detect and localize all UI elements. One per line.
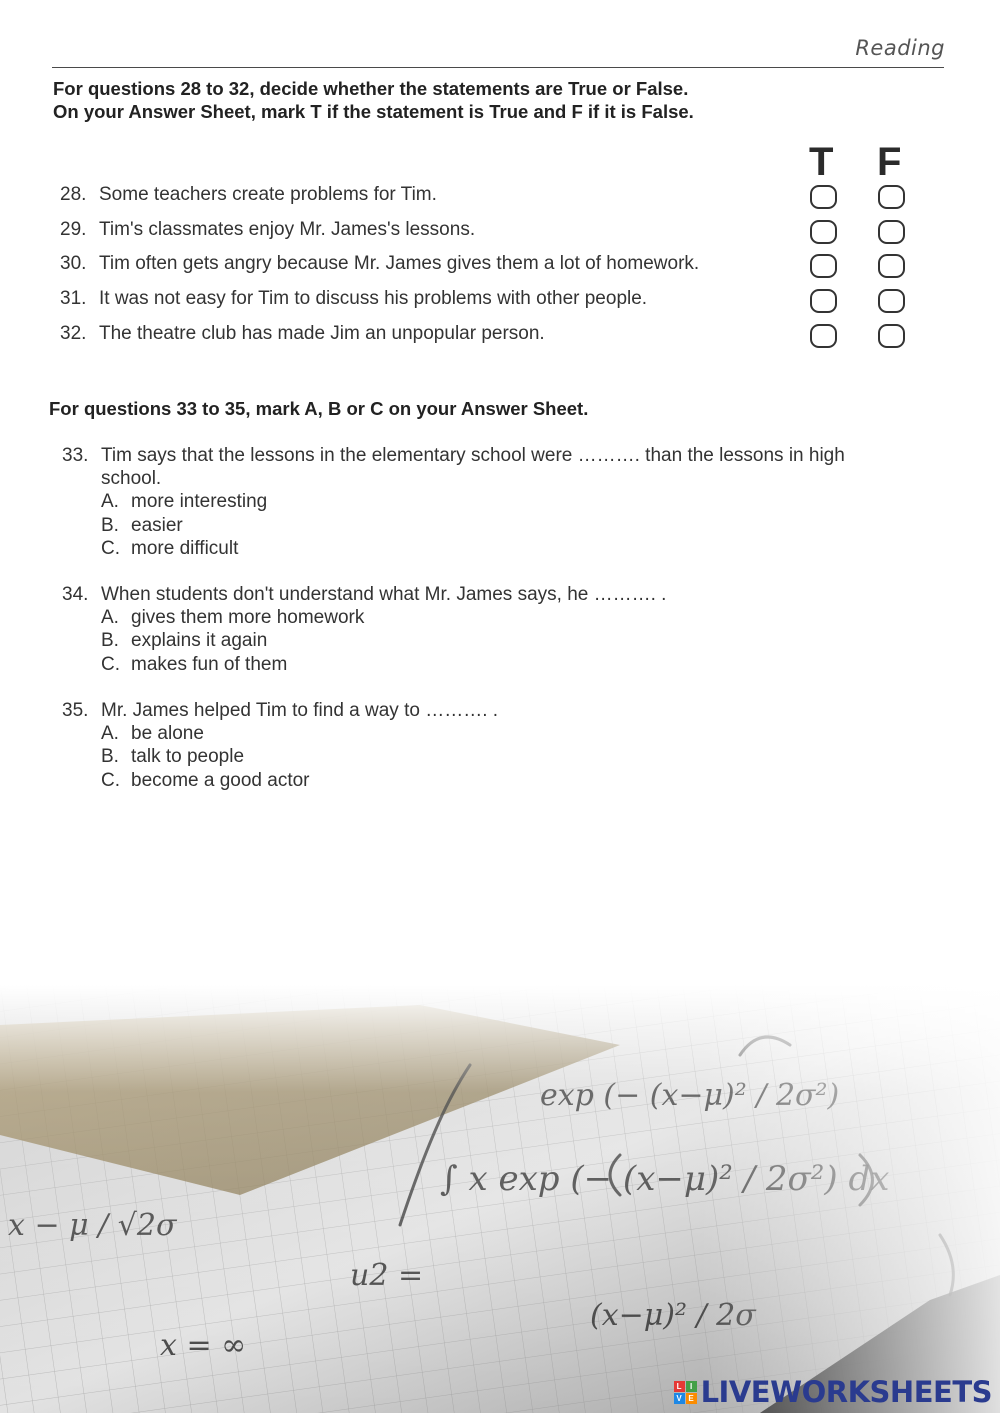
math-background-image bbox=[0, 985, 1000, 1413]
question-number: 35. bbox=[62, 700, 89, 721]
answer-option[interactable] bbox=[62, 606, 901, 629]
true-bubble[interactable] bbox=[810, 324, 837, 348]
logo-letter: L bbox=[674, 1381, 685, 1392]
logo-letter: E bbox=[686, 1393, 697, 1404]
false-bubble[interactable] bbox=[878, 289, 905, 313]
tf-question-row bbox=[60, 217, 940, 252]
question-text: It was not easy for Tim to discuss his problems with other people. bbox=[99, 288, 648, 310]
option-letter: A. bbox=[101, 491, 119, 513]
logo-badge bbox=[674, 1381, 697, 1404]
liveworksheets-logo bbox=[674, 1377, 992, 1407]
answer-option[interactable] bbox=[62, 745, 901, 768]
tf-question-row bbox=[60, 182, 940, 217]
answer-option[interactable] bbox=[62, 537, 901, 560]
answer-option[interactable] bbox=[62, 629, 901, 652]
tf-question-row bbox=[60, 251, 940, 286]
question-text: Mr. James helped Tim to find a way to ………. . bbox=[101, 700, 499, 721]
logo-text: LIVEWORKSHEETS bbox=[700, 1375, 992, 1409]
answer-option[interactable] bbox=[62, 769, 901, 792]
option-letter: A. bbox=[101, 723, 119, 745]
question-number: 31. bbox=[60, 288, 87, 310]
true-bubble[interactable] bbox=[810, 185, 837, 209]
question-text: Tim often gets angry because Mr. James gives them a lot of homework. bbox=[99, 253, 700, 275]
mc-question bbox=[62, 583, 901, 676]
question-number: 28. bbox=[60, 184, 87, 205]
false-column-header: F bbox=[877, 140, 902, 184]
math-paper-illustration bbox=[0, 985, 1000, 1413]
question-number: 32. bbox=[60, 322, 87, 344]
true-bubble[interactable] bbox=[810, 289, 837, 313]
question-text: Some teachers create problems for Tim. bbox=[99, 184, 437, 205]
option-text: be alone bbox=[131, 723, 204, 745]
mc-question bbox=[62, 699, 901, 792]
question-number: 33. bbox=[62, 445, 89, 466]
option-text: talk to people bbox=[131, 746, 245, 768]
option-letter: C. bbox=[101, 537, 120, 559]
question-stem bbox=[62, 444, 901, 490]
option-text: makes fun of them bbox=[131, 653, 288, 675]
question-stem bbox=[62, 699, 901, 722]
option-letter: A. bbox=[101, 607, 119, 629]
option-letter: B. bbox=[101, 514, 119, 536]
tf-question-row bbox=[60, 286, 940, 321]
option-text: easier bbox=[131, 514, 183, 536]
part1-instructions bbox=[53, 77, 933, 123]
instruction-line: On your Answer Sheet, mark T if the statement is True and F if it is False. bbox=[53, 101, 694, 122]
question-text: When students don't understand what Mr. James says, he ………. . bbox=[101, 584, 667, 605]
question-text: The theatre club has made Jim an unpopular person. bbox=[99, 322, 545, 344]
answer-option[interactable] bbox=[62, 490, 901, 513]
answer-option[interactable] bbox=[62, 514, 901, 537]
instruction-line: For questions 28 to 32, decide whether the statements are True or False. bbox=[53, 78, 689, 99]
logo-letter: V bbox=[674, 1393, 685, 1404]
header-divider bbox=[52, 67, 944, 68]
option-letter: B. bbox=[101, 630, 119, 652]
question-text: Tim says that the lessons in the elementary school were ………. than the lessons in high school. bbox=[101, 445, 845, 490]
true-bubble[interactable] bbox=[810, 254, 837, 278]
option-text: become a good actor bbox=[131, 769, 310, 791]
false-bubble[interactable] bbox=[878, 254, 905, 278]
question-number: 34. bbox=[62, 584, 89, 605]
option-text: more difficult bbox=[131, 537, 239, 559]
option-text: more interesting bbox=[131, 491, 268, 513]
false-bubble[interactable] bbox=[878, 220, 905, 244]
answer-option[interactable] bbox=[62, 653, 901, 676]
tf-question-row bbox=[60, 321, 940, 356]
option-letter: B. bbox=[101, 746, 119, 768]
true-false-list bbox=[60, 182, 940, 355]
option-letter: C. bbox=[101, 769, 120, 791]
true-column-header: T bbox=[809, 140, 834, 184]
mc-question bbox=[62, 444, 901, 560]
option-letter: C. bbox=[101, 653, 120, 675]
question-number: 29. bbox=[60, 218, 87, 240]
answer-option[interactable] bbox=[62, 722, 901, 745]
false-bubble[interactable] bbox=[878, 185, 905, 209]
part2-instructions: For questions 33 to 35, mark A, B or C on your Answer Sheet. bbox=[49, 398, 589, 419]
question-stem bbox=[62, 583, 901, 606]
section-label: Reading bbox=[855, 36, 945, 60]
option-text: gives them more homework bbox=[131, 607, 365, 629]
question-number: 30. bbox=[60, 253, 87, 275]
option-text: explains it again bbox=[131, 630, 268, 652]
logo-letter: I bbox=[686, 1381, 697, 1392]
question-text: Tim's classmates enjoy Mr. James's lessons. bbox=[99, 218, 476, 240]
true-bubble[interactable] bbox=[810, 220, 837, 244]
false-bubble[interactable] bbox=[878, 324, 905, 348]
